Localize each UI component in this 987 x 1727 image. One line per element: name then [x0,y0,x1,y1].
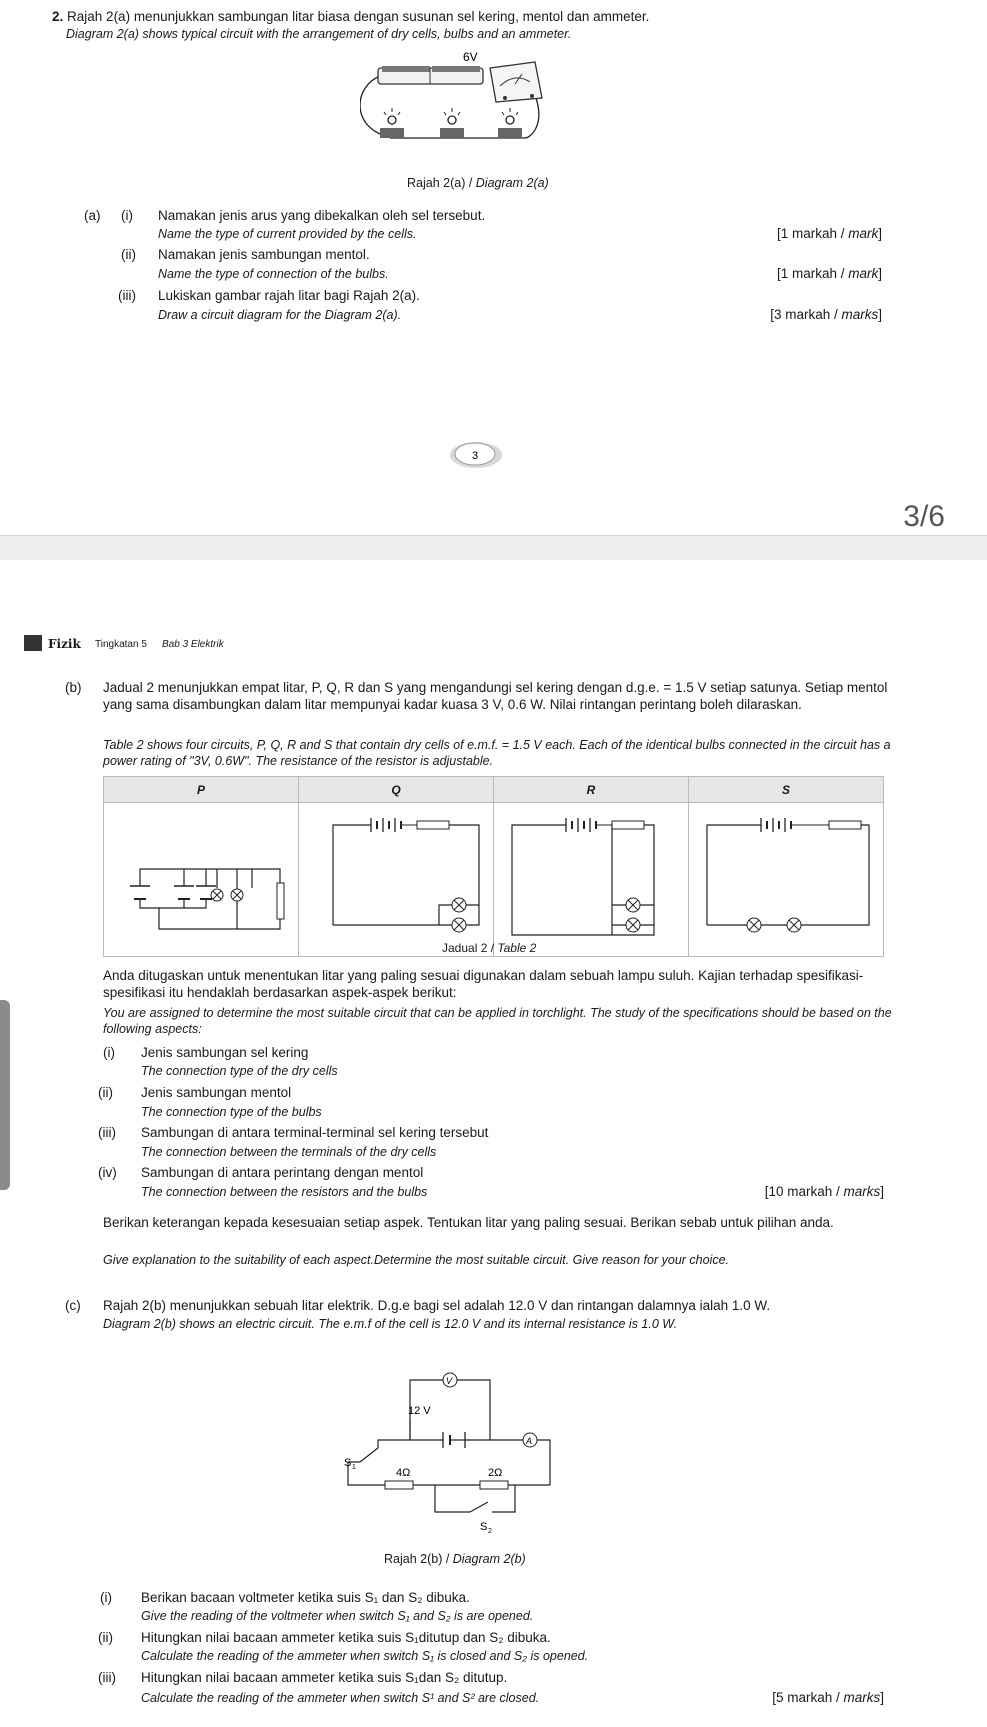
switch-s1-label: S [344,1457,352,1469]
part-a-i-label: (i) [121,208,133,223]
book-logo-icon [24,635,42,651]
side-drag-handle[interactable] [0,1000,10,1190]
part-b-p3-ms: Berikan keterangan kepada kesesuaian setiap aspek. Tentukan litar yang paling sesuai. Berikan sebab untuk pilihan anda. [103,1215,834,1230]
resistor-4ohm-label: 4Ω [396,1467,411,1479]
part-a-i-en: Name the type of current provided by the cells. [158,227,417,241]
part-b-label: (b) [65,680,82,695]
circuit-s-diagram [689,803,883,951]
question-intro-en: Diagram 2(a) shows typical circuit with the arrangement of dry cells, bulbs and an ammeter. [66,27,572,41]
cell-voltage-label: 12 V [408,1405,431,1417]
part-a-ii-label: (ii) [121,247,136,262]
intro-text-ms: Rajah 2(a) menunjukkan sambungan litar biasa dengan susunan sel kering, mentol dan ammeter. [67,9,650,24]
aspect-i-en: The connection type of the dry cells [141,1064,338,1078]
part-b-p2-ms: Anda ditugaskan untuk menentukan litar yang paling sesuai digunakan dalam sebuah lampu suluh. Kajian terhadap spesifikasi-spesifikasi itu hendaklah berdasarkan aspek-aspek berikut: [103,968,864,1000]
part-c-p1-ms: Rajah 2(b) menunjukkan sebuah litar elektrik. D.g.e bagi sel adalah 12.0 V dan rintangan dalamnya ialah 1.0 W. [103,1298,771,1313]
part-a-i-marks: [1 markah / mark] [776,226,882,241]
bulb-3 [498,108,522,138]
part-c-ii-ms: Hitungkan nilai bacaan ammeter ketika suis S₁ditutup dan S₂ dibuka. [141,1630,551,1645]
page-separator [0,535,987,560]
ammeter-symbol [523,1433,537,1447]
page-number-badge [448,440,504,470]
table-header-r: R [494,777,689,803]
voltmeter-label: V [446,1376,453,1386]
part-c-iii-ms: Hitungkan nilai bacaan ammeter ketika suis S₁dan S₂ ditutup. [141,1670,508,1685]
circuit-r-cell [494,803,689,957]
dry-cell-battery-pack [378,66,483,84]
circuit-r-diagram [494,803,688,951]
aspect-ii-ms: Jenis sambungan mentol [141,1085,292,1100]
aspect-iii-ms: Sambungan di antara terminal-terminal sel kering tersebut [141,1125,489,1140]
part-a-iii-en: Draw a circuit diagram for the Diagram 2(a). [158,308,402,322]
part-c-label: (c) [65,1298,81,1313]
circuit-q-cell [299,803,494,957]
voltmeter-symbol [443,1373,457,1387]
aspect-iv-label: (iv) [98,1165,117,1180]
aspect-iii-label: (iii) [98,1125,116,1140]
part-a-iii-label: (iii) [118,288,136,303]
part-c-iii-en: Calculate the reading of the ammeter when switch S¹ and S² are closed. [141,1691,540,1705]
part-a-iii-marks: [3 markah / marks] [770,307,882,322]
part-a-i-ms: Namakan jenis arus yang dibekalkan oleh sel tersebut. [158,208,486,223]
circuits-table [103,776,884,957]
circuit-p-cell [104,803,299,957]
resistor-2ohm-label: 2Ω [488,1467,503,1479]
aspect-iii-en: The connection between the terminals of the dry cells [141,1145,437,1159]
circuit-p-diagram [104,803,298,951]
switch-s2-sub: 2 [488,1528,492,1535]
part-a-ii-marks: [1 markah / mark] [776,266,882,281]
header-form: Tingkatan 5 [95,639,147,650]
part-c-i-ms: Berikan bacaan voltmeter ketika suis S₁ dan S₂ dibuka. [141,1590,470,1605]
resistor-4ohm [385,1481,413,1489]
part-b-marks: [10 markah / marks] [764,1184,884,1199]
bulb-2 [440,108,464,138]
table-header-s: S [689,777,884,803]
switch-s2 [470,1502,488,1512]
part-c-ii-en: Calculate the reading of the ammeter when switch S₁ is closed and S₂ is opened. [141,1649,589,1663]
aspect-i-ms: Jenis sambungan sel kering [141,1045,309,1060]
part-b-p1-ms: Jadual 2 menunjukkan empat litar, P, Q, R dan S yang mengandungi sel kering dengan d.g.e. = 1.5 V setiap satunya. Setiap mentol yang sama disambungkan dalam litar mempunyai kadar kuasa 3 V, 0.6 W. Nilai rintangan perintang boleh dilaraskan. [103,680,888,712]
page-circle-number: 3 [472,450,479,462]
aspect-iv-ms: Sambungan di antara perintang dengan mentol [141,1165,424,1180]
table-2-caption: Jadual 2 / Table 2 [442,941,537,955]
switch-s2-label: S [480,1521,488,1533]
resistor-2ohm [480,1481,508,1489]
table-header-q: Q [299,777,494,803]
bulb-1 [380,108,404,138]
part-c-marks: [5 markah / marks] [772,1690,884,1705]
question-number: 2. [52,9,64,24]
part-c-ii-label: (ii) [98,1630,113,1645]
circuit-q-diagram [299,803,493,951]
part-a-ii-en: Name the type of connection of the bulbs. [158,267,389,281]
switch-s1 [360,1448,378,1462]
part-a-iii-ms: Lukiskan gambar rajah litar bagi Rajah 2(a). [158,288,420,303]
figure-2a-circuit [360,46,580,158]
part-b-p3-en: Give explanation to the suitability of each aspect.Determine the most suitable circuit. Give reason for your choice. [103,1253,730,1267]
circuit-s-cell [689,803,884,957]
figure-2a-caption: Rajah 2(a) / Diagram 2(a) [407,176,549,190]
figure-2b-caption: Rajah 2(b) / Diagram 2(b) [384,1552,526,1566]
part-c-p1-en: Diagram 2(b) shows an electric circuit. The e.m.f of the cell is 12.0 V and its internal resistance is 1.0 W. [103,1317,678,1331]
aspect-i-label: (i) [103,1045,115,1060]
cell-symbol [443,1432,465,1448]
aspect-ii-en: The connection type of the bulbs [141,1105,322,1119]
figure-2a-voltage: 6V [463,50,478,64]
figure-2b-circuit [330,1360,560,1540]
aspect-iv-en: The connection between the resistors and the bulbs [141,1185,428,1199]
page-indicator: 3/6 [903,500,945,533]
part-a-ii-ms: Namakan jenis sambungan mentol. [158,247,370,262]
table-header-p: P [104,777,299,803]
header-subject: Fizik [48,637,81,651]
ammeter-label: A [526,1436,533,1446]
aspect-ii-label: (ii) [98,1085,113,1100]
switch-s1-sub: 1 [352,1464,356,1471]
part-a-label: (a) [84,208,101,223]
part-b-p1-en: Table 2 shows four circuits, P, Q, R and S that contain dry cells of e.m.f. = 1.5 V each. Each of the identical bulbs connected in the circuit has a power rating of "3V, 0.6W". The resistance of the resistor is adjustable. [103,738,891,768]
part-b-p2-en: You are assigned to determine the most suitable circuit that can be applied in torchlight. The study of the specifications should be based on the following aspects: [103,1006,892,1036]
part-c-i-en: Give the reading of the voltmeter when switch S₁ and S₂ is are opened. [141,1609,534,1623]
ammeter-device [490,62,542,102]
header-chapter: Bab 3 Elektrik [162,639,224,650]
part-c-i-label: (i) [100,1590,112,1605]
part-c-iii-label: (iii) [98,1670,116,1685]
question-intro-ms [52,8,932,25]
